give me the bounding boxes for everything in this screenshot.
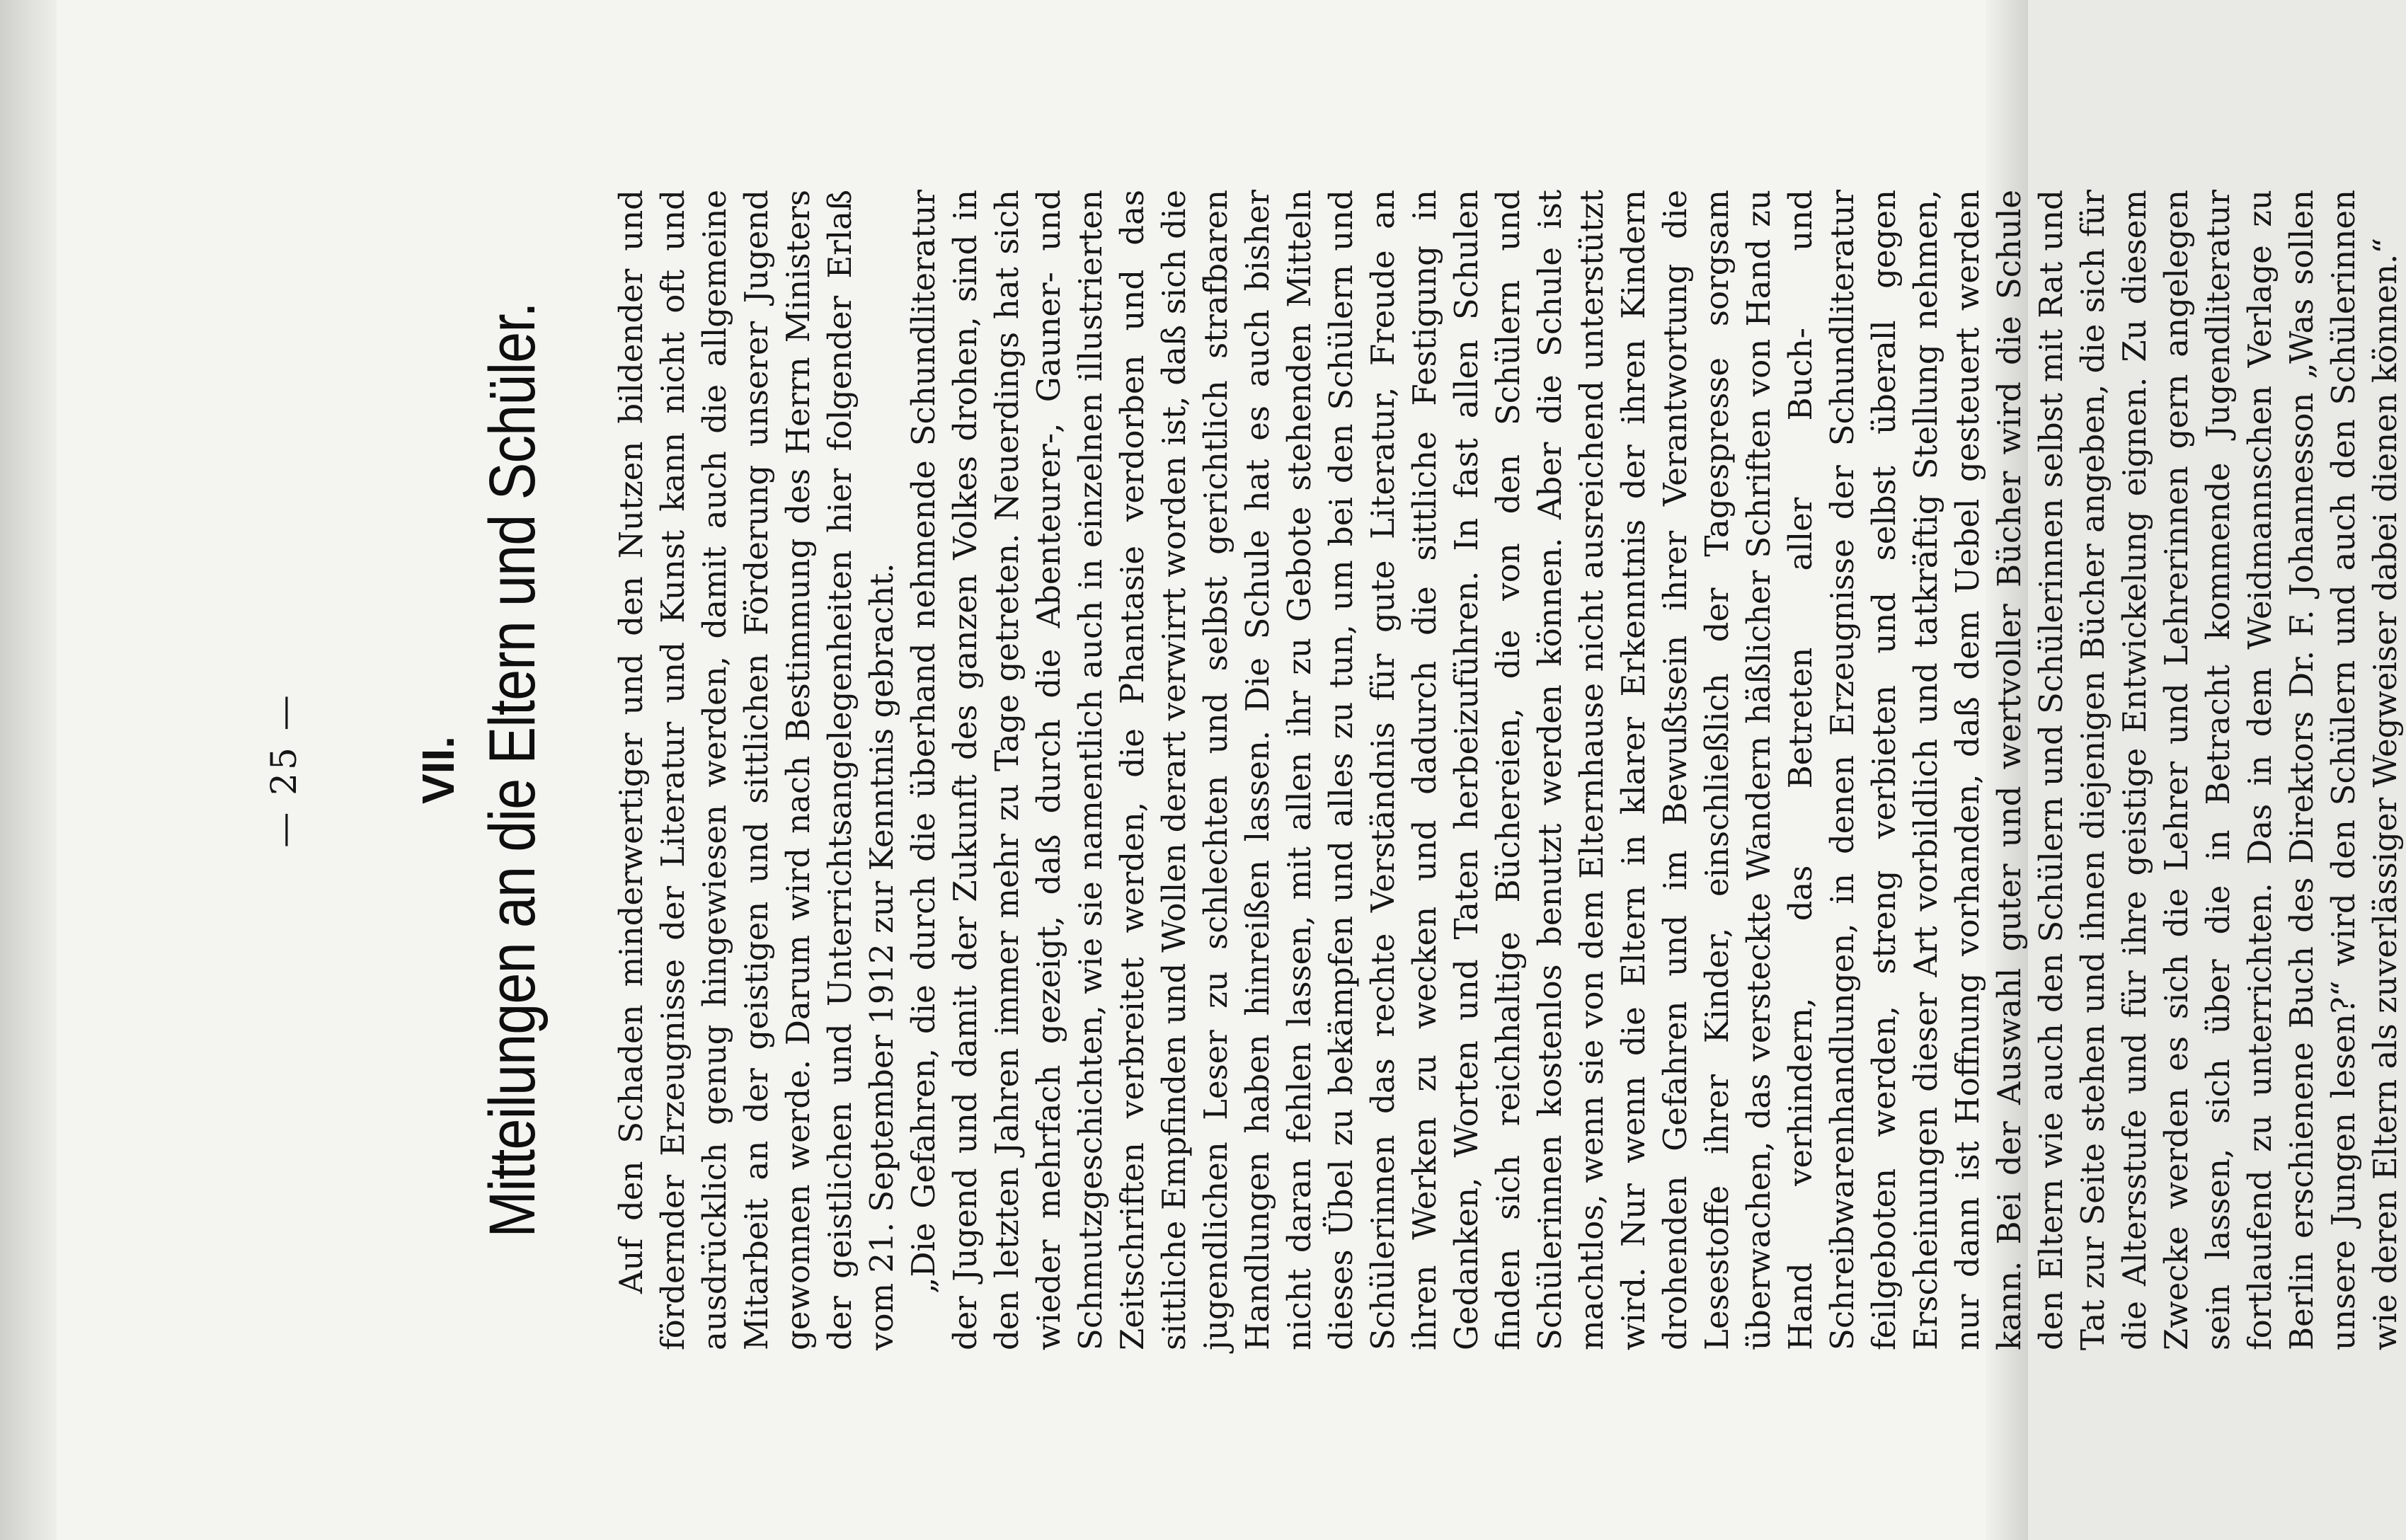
body-text: [610, 190, 2406, 1350]
chapter-number: VII.: [413, 735, 464, 805]
paragraph-1: Auf den Schaden minderwertiger und den Nutzen bildender und fördernder Erzeugnisse der Literatur und Kunst kann nicht oft und ausdrücklich genug hingewiesen werden, damit auch die allgemeine Mitarbeit an der geistigen und sittlichen Förderung unserer Jugend gewonnen werde. Darum wird nach Bestimmung des Herrn Ministers der geistlichen und Unterrichtsangelegenheiten hier folgender Erlaß vom 21. September 1912 zur Kenntnis gebracht.: [612, 190, 900, 1350]
paragraph-2: „Die Gefahren, die durch die überhand nehmende Schundliteratur der Jugend und damit der Zukunft des ganzen Volkes drohen, sind in den letzten Jahren immer mehr zu Tage getreten. Neuerdings hat sich wieder mehrfach gezeigt, daß durch die Abenteurer-, Gauner- und Schmutzgeschichten, wie sie namentlich auch in einzelnen illustrierten Zeitschriften verbreitet werden, die Phantasie verdorben und das sittliche Empfinden und Wollen derart verwirrt worden ist, daß sich die jugendlichen Leser zu schlechten und selbst gerichtlich strafbaren Handlungen haben hinreißen lassen. Die Schule hat es auch bisher nicht daran fehlen lassen, mit allen ihr zu Gebote stehenden Mitteln dieses Übel zu bekämpfen und alles zu tun, um bei den Schülern und Schülerinnen das rechte Verständnis für gute Literatur, Freude an ihren Werken zu wecken und dadurch die sittliche Festigung in Gedanken, Worten und Taten herbeizuführen. In fast allen Schulen finden sich reichhaltige Büchereien, die von den Schülern und Schülerinnen kostenlos benutzt werden können. Aber die Schule ist machtlos, wenn sie von dem Elternhause nicht ausreichend unterstützt wird. Nur wenn die Eltern in klarer Erkenntnis der ihren Kindern drohenden Gefahren und im Bewußtsein ihrer Verantwortung die Lesestoffe ihrer Kinder, einschließlich der Tagespresse sorgsam überwachen, das versteckte Wandern häßlicher Schriften von Hand zu Hand verhindern, das Betreten aller Buch- und Schreibwarenhandlungen, in denen Erzeugnisse der Schundliteratur feilgeboten werden, streng verbieten und selbst überall gegen Erscheinungen dieser Art vorbildlich und tatkräftig Stellung nehmen, nur dann ist Hoffnung vorhanden, daß dem Uebel gesteuert werden kann. Bei der Auswahl guter und wertvoller Bücher wird die Schule den Eltern wie auch den Schülern und Schülerinnen selbst mit Rat und Tat zur Seite stehen und ihnen diejenigen Bücher angeben, die sich für die Altersstufe und für ihre geistige Entwickelung eignen. Zu diesem Zwecke werden es sich die Lehrer und Lehrerinnen gern angelegen sein lassen, sich über die in Betracht kommende Jugendliteratur fortlaufend zu unterrichten. Das in dem Weidmannschen Verlage zu Berlin erschienene Buch des Direktors Dr. F. Johannesson „Was sollen unsere Jungen lesen?“ wird den Schülern und auch den Schülerinnen wie deren Eltern als zuverlässiger Wegweiser dabei dienen können.“: [905, 190, 2404, 1350]
page-title: Mitteilungen an die Eltern und Schüler.: [476, 302, 549, 1238]
page-number: — 25 —: [263, 692, 304, 848]
scan-left-edge: [0, 0, 57, 1540]
rotated-page: [129, 98, 2404, 1442]
